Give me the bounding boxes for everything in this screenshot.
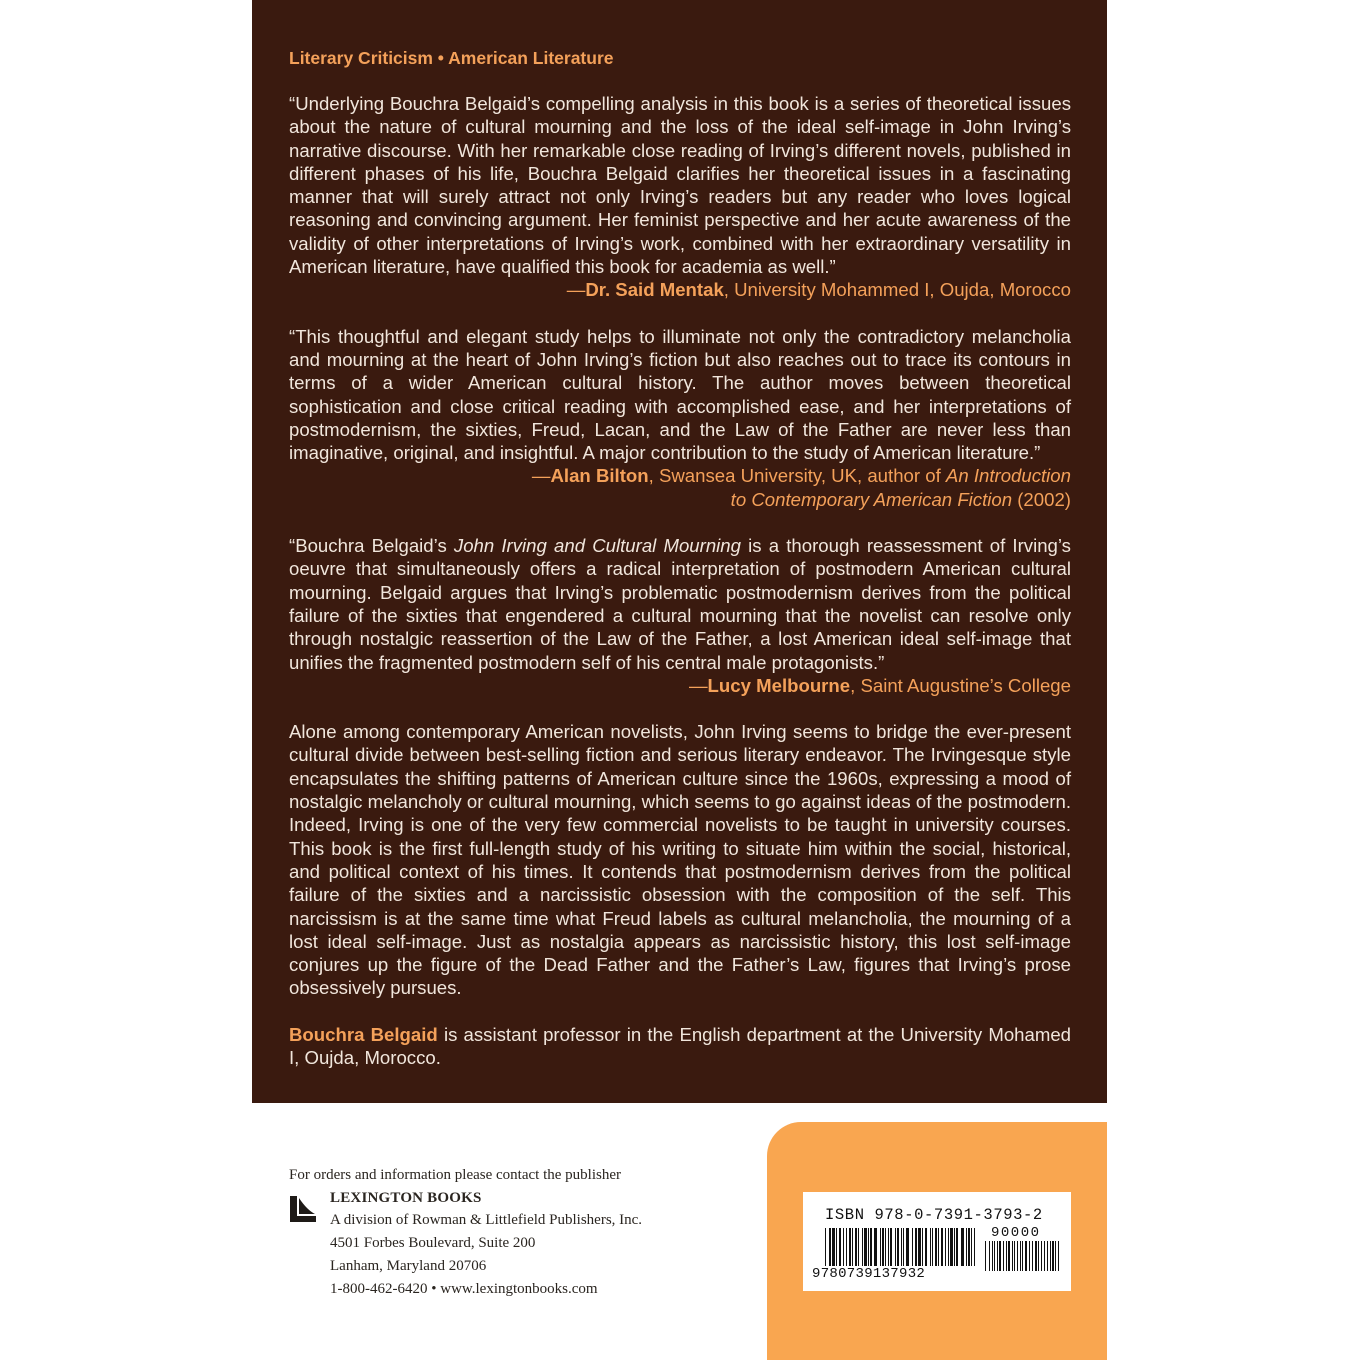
barcode-bar xyxy=(874,1228,877,1266)
barcode-bar xyxy=(897,1228,899,1266)
barcode-bar xyxy=(954,1228,955,1266)
barcode-bar xyxy=(868,1228,869,1266)
ean-barcode-bars xyxy=(825,1228,977,1266)
barcode-bar xyxy=(895,1228,896,1266)
barcode-bar xyxy=(843,1228,844,1266)
barcode-bar xyxy=(945,1228,946,1266)
author-bio: Bouchra Belgaid is assistant professor in the English department at the University Mohamed I, Oujda, Morocco. xyxy=(289,1023,1072,1068)
barcode-bar xyxy=(864,1228,867,1266)
barcode-bar xyxy=(849,1228,851,1266)
barcode-bar xyxy=(961,1228,964,1266)
endorser-name: Alan Bilton xyxy=(550,465,649,487)
barcode-bar xyxy=(1038,1241,1039,1271)
barcode-bar xyxy=(948,1228,949,1266)
endorser-affiliation: , University Mohammed I, Oujda, Morocco xyxy=(723,279,1071,301)
barcode-bar xyxy=(1017,1241,1018,1271)
barcode-bar xyxy=(846,1228,847,1266)
endorser-book-title: An Introduction xyxy=(945,465,1071,487)
barcode-bar xyxy=(968,1228,970,1266)
barcode-bar xyxy=(1006,1241,1007,1271)
endorsement-quote-2: “This thoughtful and elegant study helps to illuminate not only the contradictory melancholia and mourning at the heart of John Irving’s fiction but also reaches out to trace its contours in terms of a wider American cultural history. The author moves between theoretical sophistication and close critical reading with accomplished ease, and her interpretations of postmodernism, the sixties, Freud, Lacan, and the Law of the Father are never less than imaginative, original, and insightful. A major contribution to the study of American literature.” xyxy=(289,325,1071,464)
barcode-bar xyxy=(839,1228,841,1266)
barcode-bar xyxy=(1044,1241,1045,1271)
barcode-bar xyxy=(852,1228,853,1266)
barcode-bar xyxy=(862,1228,863,1266)
barcode-bar xyxy=(829,1228,831,1266)
barcode-bar xyxy=(890,1228,892,1266)
endorser-affiliation: , Swansea University, UK, author of xyxy=(648,465,946,487)
ean-number: 9780739137932 xyxy=(812,1266,926,1282)
endorsement-attribution-1: —Dr. Said Mentak, University Mohammed I, Oujda, Morocco xyxy=(566,279,1071,301)
endorsement-attribution-3: —Lucy Melbourne, Saint Augustine’s College xyxy=(688,674,1071,696)
barcode-bar xyxy=(1029,1241,1030,1271)
barcode-bar xyxy=(901,1228,902,1266)
barcode-bar xyxy=(1014,1241,1015,1271)
publisher-address-line-1: 4501 Forbes Boulevard, Suite 200 xyxy=(330,1235,536,1252)
barcode-bar xyxy=(1058,1241,1059,1271)
barcode-bar xyxy=(880,1228,881,1266)
barcode-bar xyxy=(950,1228,953,1266)
publisher-phone-web: 1-800-462-6420 • www.lexingtonbooks.com xyxy=(330,1280,598,1297)
endorser-name: Dr. Said Mentak xyxy=(585,279,724,301)
barcode-bar xyxy=(1032,1241,1033,1271)
barcode-bar xyxy=(930,1228,931,1266)
endorser-book-year: (2002) xyxy=(1012,488,1071,510)
barcode-bar xyxy=(994,1241,995,1271)
lexington-logo-icon xyxy=(289,1194,321,1224)
barcode-bar xyxy=(999,1241,1001,1271)
barcode-bar xyxy=(935,1228,937,1266)
barcode-bar xyxy=(992,1241,993,1271)
barcode-bar xyxy=(836,1228,837,1266)
barcode-bar xyxy=(997,1241,998,1271)
barcode-bar xyxy=(974,1228,975,1266)
barcode-bar xyxy=(1020,1241,1021,1271)
publisher-lines xyxy=(330,1187,729,1301)
publisher-name: LEXINGTON BOOKS xyxy=(330,1189,482,1206)
barcode-bar xyxy=(870,1228,872,1266)
barcode-bar xyxy=(888,1228,889,1266)
barcode-bar xyxy=(903,1228,904,1266)
barcode-bar xyxy=(825,1228,826,1266)
book-title: John Irving and Cultural Mourning xyxy=(453,535,741,557)
barcode-bar xyxy=(912,1228,913,1266)
barcode-bar xyxy=(918,1228,921,1266)
barcode-bar xyxy=(971,1228,972,1266)
endorsement-quote-1: “Underlying Bouchra Belgaid’s compelling analysis in this book is a series of theoretical issues about the nature of cultural mourning and the loss of the ideal self-image in John Irving’s narrative discourse. With her remarkable close reading of Irving’s different novels, published in different phases of his life, Bouchra Belgaid clarifies her theoretical issues in a fascinating manner that will surely attract not only Irving’s readers but any reader who loves logical reasoning and convincing argument. Her feminist perspective and her acute awareness of the validity of other interpretations of Irving’s work, combined with her extraordinary versatility in American literature, have qualified this book for academia as well.” xyxy=(289,93,1071,278)
book-description: Alone among contemporary American novelists, John Irving seems to bridge the ever-present cultural divide between best-selling fiction and serious literary endeavor. The Irvingesque style encapsulates the shifting patterns of American culture since the 1960s, expressing a mood of nostalgic melancholy or cultural mourning, which seems to go against ideas of the postmodern. Indeed, Irving is one of the very few commercial novelists to be taught in university courses. This book is the first full-length study of his writing to situate him within the social, historical, and political context of his times. It contends that postmodernism derives from the political failure of the sixties and a narcissistic obsession with the composition of the self. This narcissism is at the same time what Freud labels as cultural melancholia, the mourning of a lost ideal self-image. Just as nostalgia appears as narcissistic history, this lost self-image conjures up the figure of the Dead Father and the Father’s Law, figures that Irving’s prose obsessively pursues. xyxy=(289,721,1071,999)
endorser-name: Lucy Melbourne xyxy=(707,674,851,696)
publisher-info xyxy=(289,1164,729,1300)
barcode-bar xyxy=(989,1241,990,1271)
isbn-label: ISBN 978-0-7391-3793-2 xyxy=(825,1206,1043,1224)
barcode-bar xyxy=(1012,1241,1013,1271)
endorsement-quote-3: “Bouchra Belgaid’s John Irving and Cultural Mourning is a thorough reassessment of Irving’s oeuvre that simultaneously offers a radical interpretation of postmodern American cultural mourning. Belgaid argues that Irving’s problematic postmodernism derives from the political failure of the sixties that engendered a cultural mourning that the novelist can resolve only through nostalgic reassertion of the Law of the Father, a lost American ideal self-image that unifies the fragmented postmodern self of his central male protagonists.” xyxy=(289,535,1071,673)
back-cover-content xyxy=(289,46,1071,1069)
barcode-bar xyxy=(1041,1241,1042,1271)
barcode-bar xyxy=(1035,1241,1037,1271)
barcode-bar xyxy=(941,1228,943,1266)
price-code: 90000 xyxy=(991,1225,1041,1241)
barcode-bar xyxy=(925,1228,927,1266)
barcode-bar xyxy=(885,1228,886,1266)
barcode-bar xyxy=(956,1228,958,1266)
publisher-address-line-2: Lanham, Maryland 20706 xyxy=(330,1257,487,1274)
barcode-bar xyxy=(832,1228,835,1266)
barcode-bar xyxy=(966,1228,967,1266)
addon-barcode-bars xyxy=(985,1241,1061,1279)
barcode-bar xyxy=(1052,1241,1054,1271)
endorser-book-title-cont: to Contemporary American Fiction xyxy=(730,488,1013,510)
barcode-bar xyxy=(932,1228,933,1266)
barcode-bar xyxy=(1022,1241,1023,1271)
barcode-bar xyxy=(1008,1241,1010,1271)
category-label: Literary Criticism • American Literature xyxy=(289,48,614,68)
barcode-bar xyxy=(855,1228,857,1266)
barcode-bar xyxy=(1055,1241,1056,1271)
barcode-bar xyxy=(906,1228,909,1266)
endorser-affiliation: , Saint Augustine’s College xyxy=(850,674,1071,696)
barcode-bar xyxy=(1050,1241,1051,1271)
publisher-division: A division of Rowman & Littlefield Publishers, Inc. xyxy=(330,1212,643,1229)
publisher-contact-line: For orders and information please contact the publisher xyxy=(289,1167,621,1183)
barcode-bar xyxy=(915,1228,917,1266)
barcode-bar xyxy=(1047,1241,1048,1271)
barcode-bar xyxy=(858,1228,859,1266)
barcode-bar xyxy=(938,1228,939,1266)
barcode-bar xyxy=(882,1228,884,1266)
endorsement-attribution-2: —Alan Bilton, Swansea University, UK, author of An Introduction to Contemporary American Fiction (2002) xyxy=(531,465,1071,510)
barcode-bar xyxy=(922,1228,923,1266)
barcode-bar xyxy=(985,1241,986,1271)
barcode-box xyxy=(803,1192,1071,1291)
barcode-bar xyxy=(1025,1241,1027,1271)
author-name: Bouchra Belgaid xyxy=(289,1023,438,1045)
barcode-bar xyxy=(1003,1241,1004,1271)
